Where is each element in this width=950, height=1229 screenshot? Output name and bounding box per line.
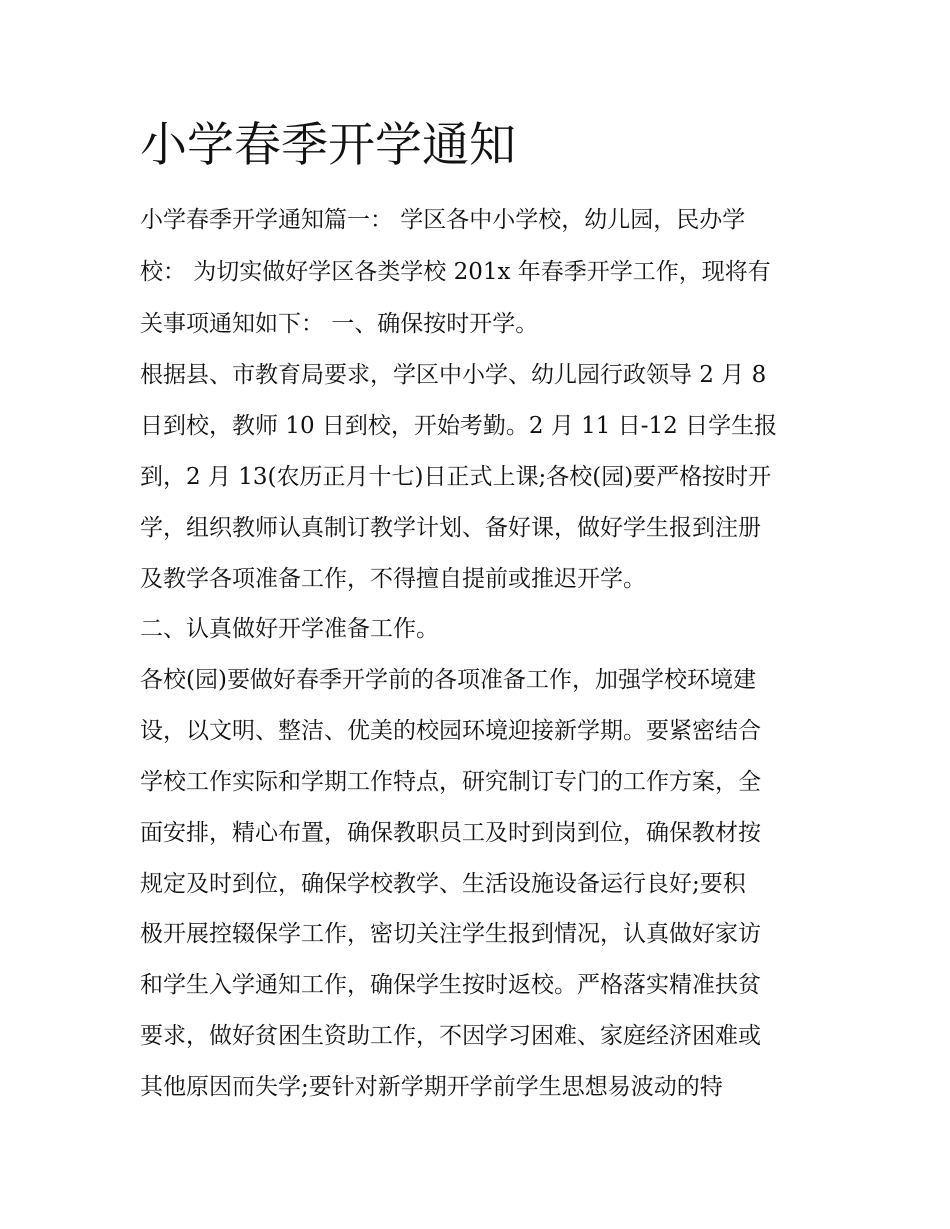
text-line: 设，以文明、整洁、优美的校园环境迎接新学期。要紧密结合	[140, 718, 761, 744]
text-line: 各校(园)要做好春季开学前的各项准备工作，加强学校环境建	[140, 667, 756, 693]
text-line: 校： 为切实做好学区各类学校 201x 年春季开学工作，现将有	[140, 259, 771, 285]
text-line: 到，2 月 13(农历正月十七)日正式上课;各校(园)要严格按时开	[140, 464, 772, 490]
text-line: 小学春季开学通知篇一： 学区各中小学校，幼儿园，民办学	[140, 207, 746, 233]
text-line: 关事项通知如下： 一、确保按时开学。	[140, 311, 539, 337]
page-title: 小学春季开学通知	[140, 118, 516, 173]
text-line: 要求，做好贫困生资助工作，不因学习困难、家庭经济困难或	[140, 1023, 761, 1049]
text-line: 及教学各项准备工作，不得擅自提前或推迟开学。	[140, 566, 646, 592]
text-line: 根据县、市教育局要求，学区中小学、幼儿园行政领导 2 月 8	[140, 362, 767, 388]
text-line: 学，组织教师认真制订教学计划、备好课，做好学生报到注册	[140, 515, 761, 541]
text-line: 其他原因而失学;要针对新学期开学前学生思想易波动的特	[140, 1074, 723, 1100]
text-line: 面安排，精心布置，确保教职员工及时到岗到位，确保教材按	[140, 820, 761, 846]
text-line: 二、认真做好开学准备工作。	[140, 616, 439, 642]
text-line: 规定及时到位，确保学校教学、生活设施设备运行良好;要积	[140, 871, 746, 897]
text-line: 日到校，教师 10 日到校，开始考勤。2 月 11 日-12 日学生报	[140, 413, 778, 439]
text-line: 学校工作实际和学期工作特点，研究制订专门的工作方案，全	[140, 769, 761, 795]
text-line: 和学生入学通知工作，确保学生按时返校。严格落实精准扶贫	[140, 972, 761, 998]
text-line: 极开展控辍保学工作，密切关注学生报到情况，认真做好家访	[140, 921, 761, 947]
